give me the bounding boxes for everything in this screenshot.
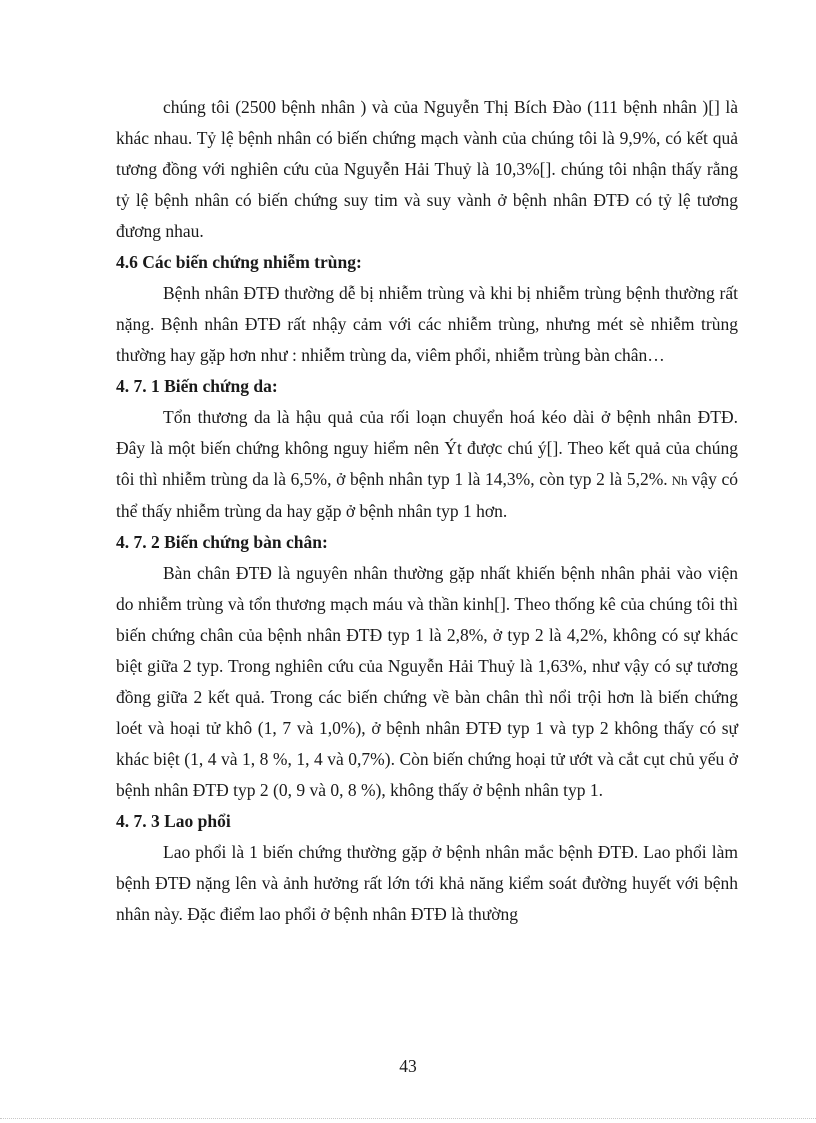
paragraph-skin-nh-fragment: Nh (671, 473, 688, 488)
document-body (116, 92, 738, 930)
paragraph-foot: Bàn chân ĐTĐ là nguyên nhân thường gặp nhất khiến bệnh nhân phải vào viện do nhiễm trùng và tổn thương mạch máu và thần kinh[]. Theo thống kê của chúng tôi thì biến chứng chân của bệnh nhân ĐTĐ typ 1 là 2,8%, ở typ 2 là 4,2%, không có sự khác biệt giữa 2 typ. Trong nghiên cứu của Nguyễn Hải Thuỷ là 1,63%, như vậy có sự tương đồng giữa 2 kết quả. Trong các biến chứng về bàn chân thì nổi trội hơn là biến chứng loét và hoại tử khô (1, 7 và 1,0%), ở bệnh nhân ĐTĐ typ 1 và typ 2 không thấy có sự khác biệt (1, 4 và 1, 8 %, 1, 4 và 0,7%). Còn biến chứng hoại tử ướt và cắt cụt chủ yếu ở bệnh nhân ĐTĐ typ 2 (0, 9 và 0, 8 %), không thấy ở bệnh nhân typ 1. (116, 563, 738, 800)
heading-4-6-infection-complications: 4.6 Các biến chứng nhiễm trùng: (116, 252, 362, 272)
heading-4-7-3-tuberculosis: 4. 7. 3 Lao phổi (116, 811, 231, 831)
heading-4-7-1-skin-complications: 4. 7. 1 Biến chứng da: (116, 376, 278, 396)
page-number: 43 (399, 1056, 417, 1076)
page-bottom-divider (0, 1118, 816, 1119)
paragraph-skin-part-b: vậy có thể thấy nhiễm trùng da hay gặp ở bệnh nhân typ 1 hơn. (116, 469, 738, 521)
paragraph-skin (116, 402, 738, 527)
paragraph-infections: Bệnh nhân ĐTĐ thường dễ bị nhiễm trùng và khi bị nhiễm trùng bệnh thường rất nặng. Bệnh nhân ĐTĐ rất nhậy cảm với các nhiễm trùng, nhưng mét sè nhiễm trùng thường hay gặp hơn như : nhiễm trùng da, viêm phổi, nhiễm trùng bàn chân… (116, 283, 738, 365)
heading-4-7-2-foot-complications: 4. 7. 2 Biến chứng bàn chân: (116, 532, 328, 552)
paragraph-skin-part-a: Tổn thương da là hậu quả của rối loạn chuyển hoá kéo dài ở bệnh nhân ĐTĐ. Đây là một biến chứng không nguy hiểm nên Ýt được chú ý[]. Theo kết quả của chúng tôi thì nhiễm trùng da là 6,5%, ở bệnh nhân typ 1 là 14,3%, còn typ 2 là 5,2%. (116, 407, 738, 489)
paragraph-coronary-complications: chúng tôi (2500 bệnh nhân ) và của Nguyễn Thị Bích Đào (111 bệnh nhân )[] là khác nhau. Tỷ lệ bệnh nhân có biến chứng mạch vành của chúng tôi là 9,9%, có kết quả tương đồng với nghiên cứu của Nguyễn Hải Thuỷ là 10,3%[]. chúng tôi nhận thấy rằng tỷ lệ bệnh nhân có biến chứng suy tim và suy vành ở bệnh nhân ĐTĐ có tỷ lệ tương đương nhau. (116, 97, 738, 241)
paragraph-tuberculosis: Lao phổi là 1 biến chứng thường gặp ở bệnh nhân mắc bệnh ĐTĐ. Lao phổi làm bệnh ĐTĐ nặng lên và ảnh hưởng rất lớn tới khả năng kiểm soát đường huyết với bệnh nhân này. Đặc điểm lao phổi ở bệnh nhân ĐTĐ là thường (116, 842, 738, 924)
